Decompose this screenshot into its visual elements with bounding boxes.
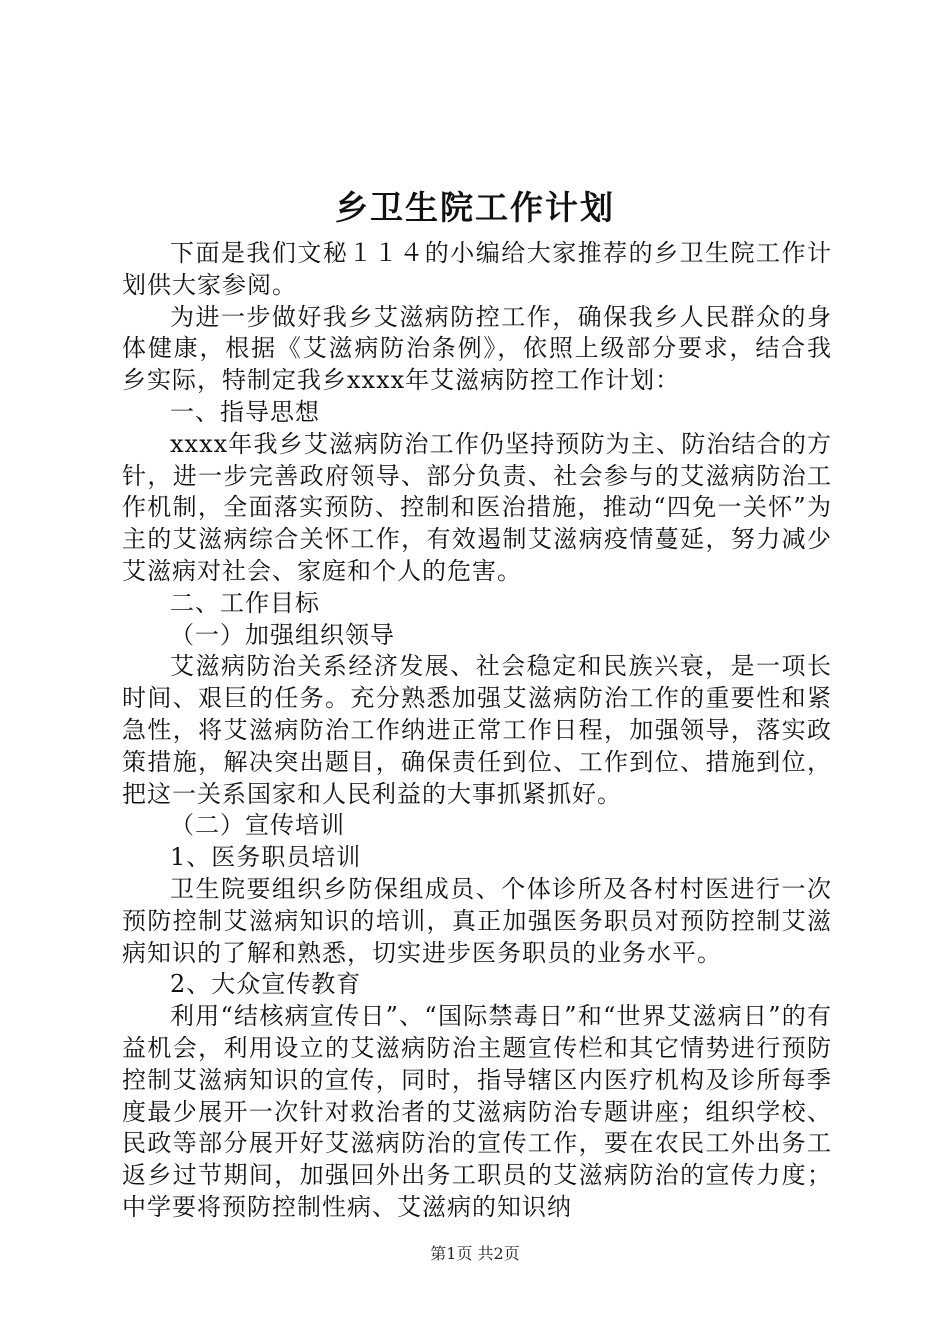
paragraph: 艾滋病防治关系经济发展、社会稳定和民族兴衰，是一项长时间、艰巨的任务。充分熟悉加强艾滋病防治工作的重要性和紧急性，将艾滋病防治工作纳进正常工作日程，加强领导，落实政策措施，解决突出题目，确保责任到位、工作到位、措施到位，把这一关系国家和人民利益的大事抓紧抓好。 xyxy=(122,652,832,808)
subsection-heading: （二）宣传培训 xyxy=(170,811,345,840)
section-heading: 二、工作目标 xyxy=(170,588,320,617)
section-heading: 一、指导思想 xyxy=(170,397,320,426)
item-heading: 2、大众宣传教育 xyxy=(170,970,362,999)
page-number-label: 第1页 共2页 xyxy=(430,1244,520,1263)
paragraph: 下面是我们文秘１１４的小编给大家推荐的乡卫生院工作计划供大家参阅。 xyxy=(122,239,832,299)
document-title: 乡卫生院工作计划 xyxy=(335,188,615,227)
paragraph: 卫生院要组织乡防保组成员、个体诊所及各村村医进行一次预防控制艾滋病知识的培训，真正加强医务职员对预防控制艾滋病知识的了解和熟悉，切实进步医务职员的业务水平。 xyxy=(122,874,832,967)
paragraph: xxxx年我乡艾滋病防治工作仍坚持预防为主、防治结合的方针，进一步完善政府领导、部分负责、社会参与的艾滋病防治工作机制，全面落实预防、控制和医治措施，推动“四免一关怀”为主的艾滋病综合关怀工作，有效遏制艾滋病疫情蔓延，努力减少艾滋病对社会、家庭和个人的危害。 xyxy=(122,429,832,585)
paragraph: 为进一步做好我乡艾滋病防控工作，确保我乡人民群众的身体健康，根据《艾滋病防治条例》，依照上级部分要求，结合我乡实际，特制定我乡xxxx年艾滋病防控工作计划： xyxy=(122,302,832,395)
page-footer xyxy=(0,1243,950,1265)
item-heading: 1、医务职员培训 xyxy=(170,843,362,872)
subsection-heading: （一）加强组织领导 xyxy=(170,620,395,649)
document-body xyxy=(122,238,832,1224)
paragraph: 利用“结核病宣传日”、“国际禁毒日”和“世界艾滋病日”的有益机会，利用设立的艾滋病防治主题宣传栏和其它情势进行预防控制艾滋病知识的宣传，同时，指导辖区内医疗机构及诊所每季度最少展开一次针对救治者的艾滋病防治专题讲座；组织学校、民政等部分展开好艾滋病防治的宣传工作，要在农民工外出务工返乡过节期间，加强回外出务工职员的艾滋病防治的宣传力度；中学要将预防控制性病、艾滋病的知识纳 xyxy=(122,1002,832,1221)
